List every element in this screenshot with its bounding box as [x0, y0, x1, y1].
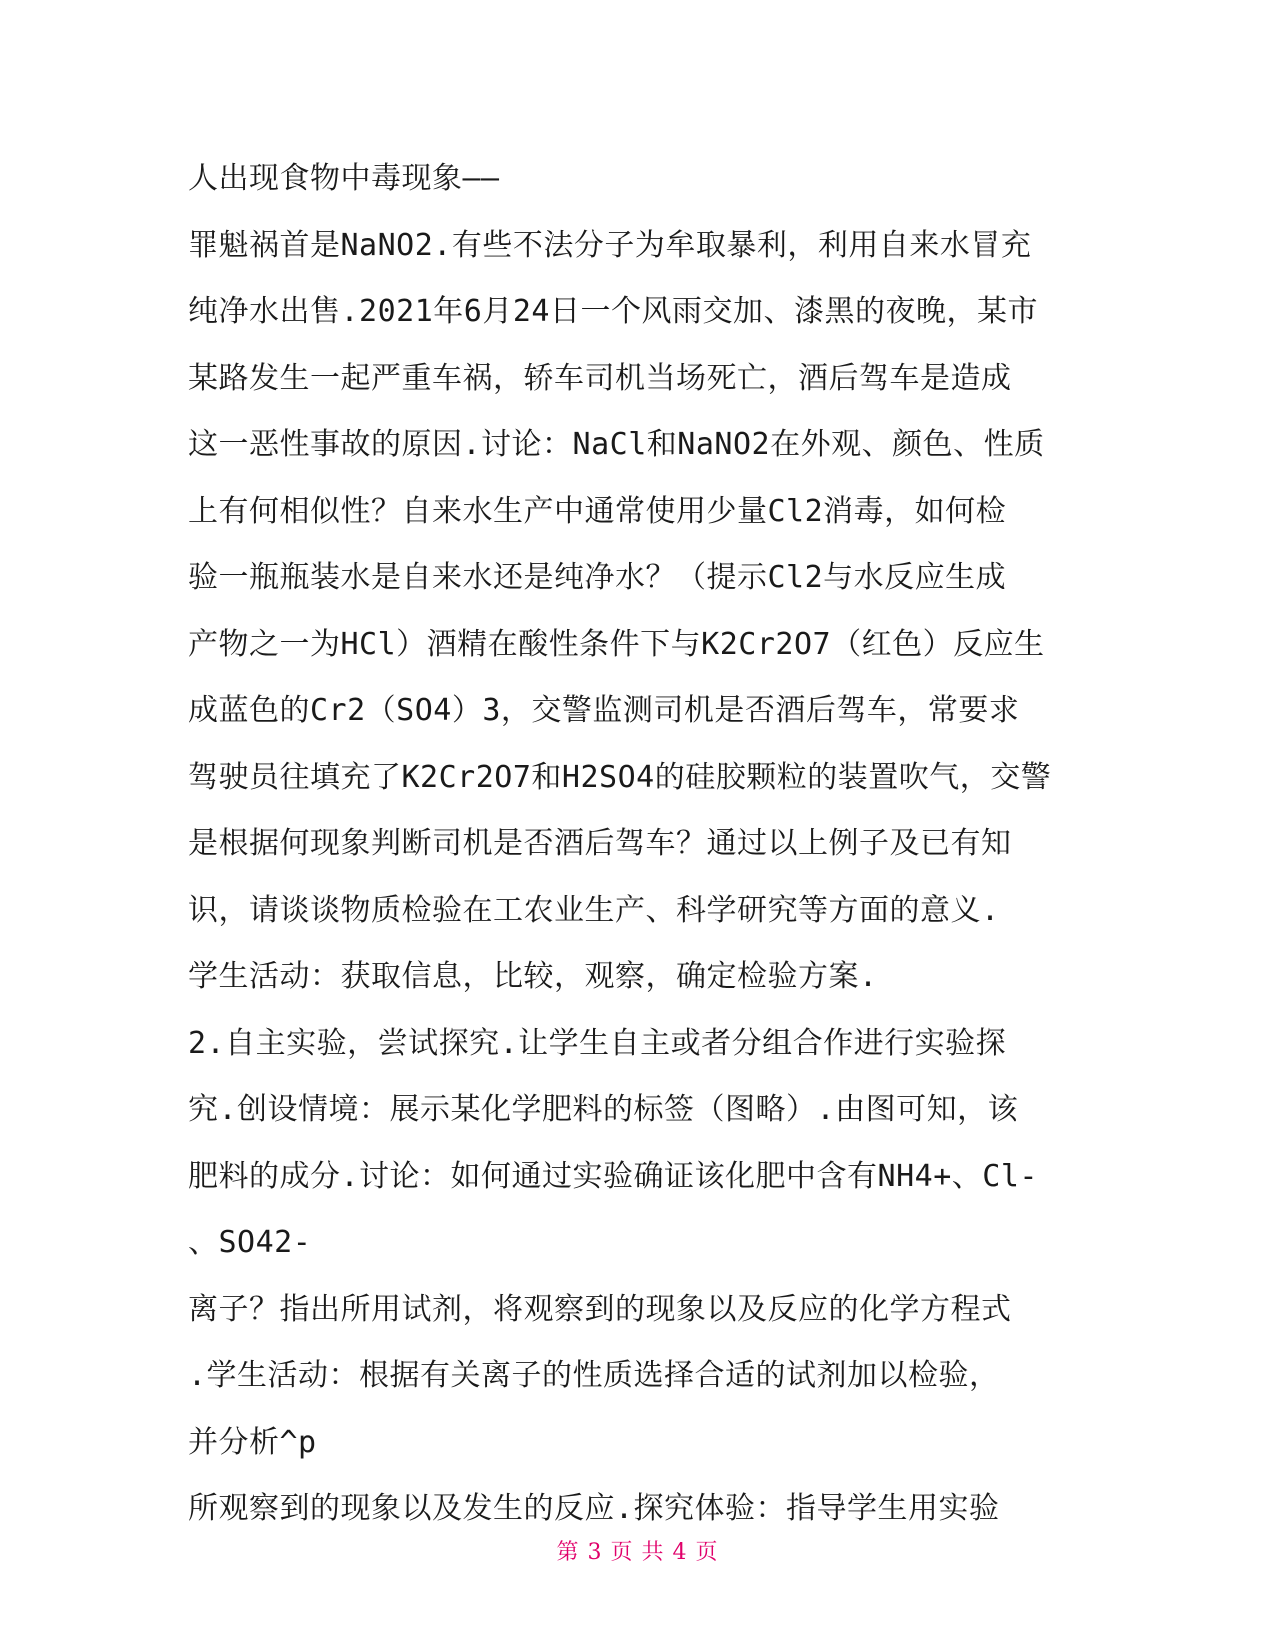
- text-line: 是根据何现象判断司机是否酒后驾车？通过以上例子及已有知: [188, 826, 1012, 861]
- text-line: 、SO42-: [188, 1225, 312, 1260]
- text-line: 离子？指出所用试剂，将观察到的现象以及反应的化学方程式: [188, 1291, 1012, 1327]
- text-line: 2.自主实验，尝试探究.让学生自主或者分组合作进行实验探: [188, 1025, 1007, 1061]
- text-line: 并分析^p: [188, 1424, 317, 1460]
- text-line: 成蓝色的Cr2（SO4）3，交警监测司机是否酒后驾车，常要求: [188, 693, 1020, 728]
- text-line: 究.创设情境：展示某化学肥料的标签（图略）.由图可知，该: [188, 1092, 1019, 1127]
- text-line: 罪魁祸首是NaNO2.有些不法分子为牟取暴利，利用自来水冒充: [188, 227, 1032, 263]
- text-line: 这一恶性事故的原因.讨论：NaCl和NaNO2在外观、颜色、性质: [188, 427, 1045, 462]
- page-number: 第 3 页 共 4 页: [556, 1540, 719, 1565]
- document-body: [188, 146, 1088, 1543]
- text-line: 识，请谈谈物质检验在工农业生产、科学研究等方面的意义.: [188, 892, 1000, 928]
- text-line: 人出现食物中毒现象——: [188, 161, 500, 196]
- text-line: 产物之一为HCl）酒精在酸性条件下与K2Cr2O7（红色）反应生: [188, 626, 1045, 662]
- text-line: 验一瓶瓶装水是自来水还是纯净水？（提示Cl2与水反应生成: [188, 560, 1007, 595]
- text-line: 肥料的成分.讨论：如何通过实验确证该化肥中含有NH4+、Cl-: [188, 1158, 1038, 1194]
- text-line: 驾驶员往填充了K2Cr2O7和H2SO4的硅胶颗粒的装置吹气，交警: [188, 759, 1052, 795]
- text-line: 纯净水出售.2021年6月24日一个风雨交加、漆黑的夜晚，某市: [188, 294, 1038, 329]
- text-line: 学生活动：获取信息，比较，观察，确定检验方案.: [188, 959, 878, 994]
- text-line: 上有何相似性？自来水生产中通常使用少量Cl2消毒，如何检: [188, 493, 1007, 529]
- text-line: .学生活动：根据有关离子的性质选择合适的试剂加以检验，: [188, 1358, 1000, 1393]
- text-line: 所观察到的现象以及发生的反应.探究体验：指导学生用实验: [188, 1491, 1000, 1526]
- text-line: 某路发生一起严重车祸，轿车司机当场死亡，酒后驾车是造成: [188, 360, 1012, 396]
